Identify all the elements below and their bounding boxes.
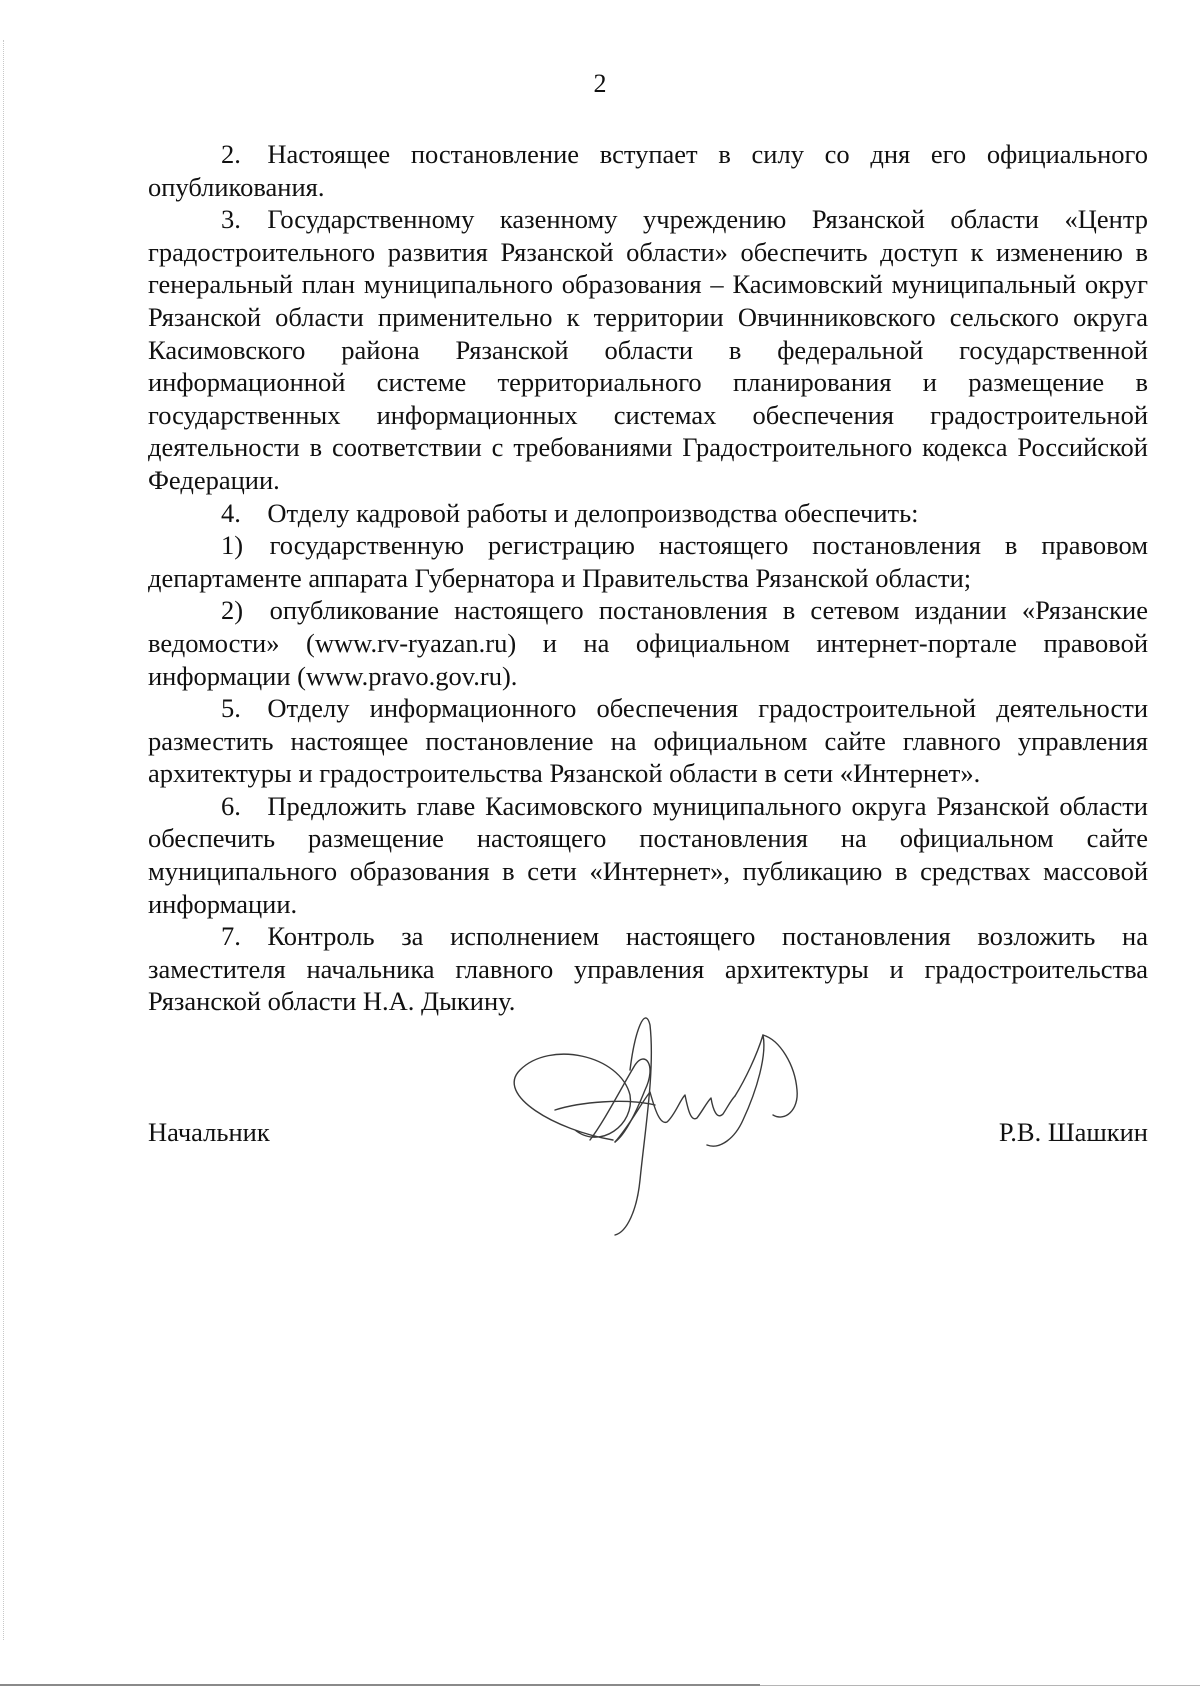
paragraph-2-entry-into-force: 2. Настоящее постановление вступает в силу со дня его официального опубликования.: [148, 139, 1148, 202]
signatory-position: Начальник: [148, 1117, 270, 1147]
paragraph-6-municipal-posting: 6. Предложить главе Касимовского муниципального округа Рязанской области обеспечить размещение настоящего постановления на официальном сайте муниципального образования в сети «Интернет», публикацию в средствах массовой информации.: [148, 790, 1148, 919]
page-number: 2: [593, 69, 607, 98]
handwritten-signature: [495, 1010, 825, 1250]
paragraph-7-control: 7. Контроль за исполнением настоящего постановления возложить на заместителя начальника главного управления архитектуры и градостроительства Рязанской области Н.А. Дыкину.: [148, 921, 1148, 1017]
paragraph-3-access-to-plan: 3. Государственному казенному учреждению Рязанской области «Центр градостроительного развития Рязанской области» обеспечить доступ к изменению в генеральный план муниципального образования – Касимовский муниципальный округ Рязанской области применительно к территории Овчинниковского сельского округа Касимовского района Рязанской области в федеральной государственной информационной системе территориального планирования и размещение в государственных информационных системах обеспечения градостроительной деятельности в соответствии с требованиями Градостроительного кодекса Российской Федерации.: [148, 204, 1148, 495]
scan-edge-artifact: [760, 1685, 1200, 1686]
subparagraph-1-registration: 1) государственную регистрацию настоящего постановления в правовом департаменте аппарата Губернатора и Правительства Рязанской области;: [148, 530, 1148, 593]
subparagraph-2-publication: 2) опубликование настоящего постановления в сетевом издании «Рязанские ведомости» (www.rv-ryazan.ru) и на официальном интернет-портале правовой информации (www.pravo.gov.ru).: [148, 595, 1148, 691]
paragraph-4-hr-department: 4. Отделу кадровой работы и делопроизводства обеспечить:: [221, 497, 919, 528]
paragraph-5-website-posting: 5. Отделу информационного обеспечения градостроительной деятельности разместить настоящее постановление на официальном сайте главного управления архитектуры и градостроительства Рязанской области в сети «Интернет».: [148, 693, 1148, 789]
scan-edge-artifact: [0, 1684, 760, 1686]
scan-edge-artifact: [3, 40, 4, 1640]
signatory-name: Р.В. Шашкин: [998, 1117, 1148, 1147]
document-body: [148, 138, 1148, 1018]
